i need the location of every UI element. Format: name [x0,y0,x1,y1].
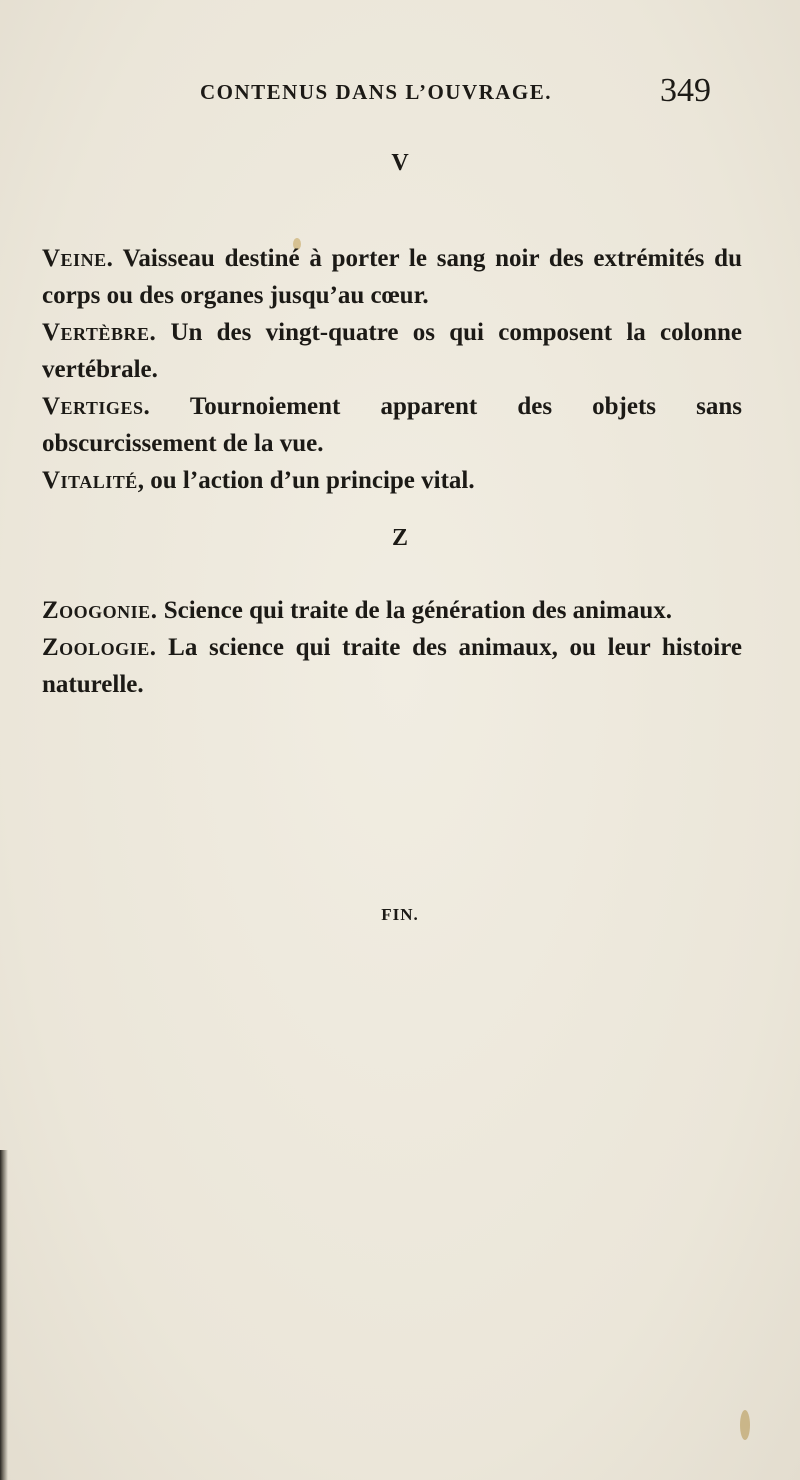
headword: Vertèbre. [42,319,157,346]
end-mark: FIN. [381,905,419,924]
headword: Zoologie. [42,634,157,661]
headword: Veine. [42,245,114,272]
definition: Science qui traite de la génération des animaux. [157,597,673,624]
entry-zoogonie [42,592,742,629]
definition: Tournoiement apparent des objets sans obscurcissement de la vue. [42,393,742,457]
paper-speck [740,1410,750,1440]
entry-veine [42,240,742,314]
section-letter-z: Z [391,525,408,551]
definition: La science qui traite des animaux, ou leur histoire naturelle. [42,634,742,698]
entry-zoologie [42,629,742,703]
running-title: CONTENUS DANS L’OUVRAGE. [200,80,553,104]
entries-v [42,240,742,499]
binding-edge [0,1150,8,1480]
headword: Vitalité [42,467,138,494]
page-number: 349 [660,72,711,109]
entry-vertiges [42,388,742,462]
headword: Zoogonie. [42,597,158,624]
section-letter-v: V [391,150,409,176]
definition: Un des vingt-quatre os qui composent la colonne vertébrale. [42,319,742,383]
definition: , ou l’action d’un principe vital. [137,467,475,494]
headword: Vertiges. [42,393,151,420]
entries-z [42,592,742,703]
entry-vertebre [42,314,742,388]
entry-vitalite [42,462,742,499]
definition: Vaisseau destiné à porter le sang noir des extrémités du corps ou des organes jusqu’au cœur. [42,245,742,309]
